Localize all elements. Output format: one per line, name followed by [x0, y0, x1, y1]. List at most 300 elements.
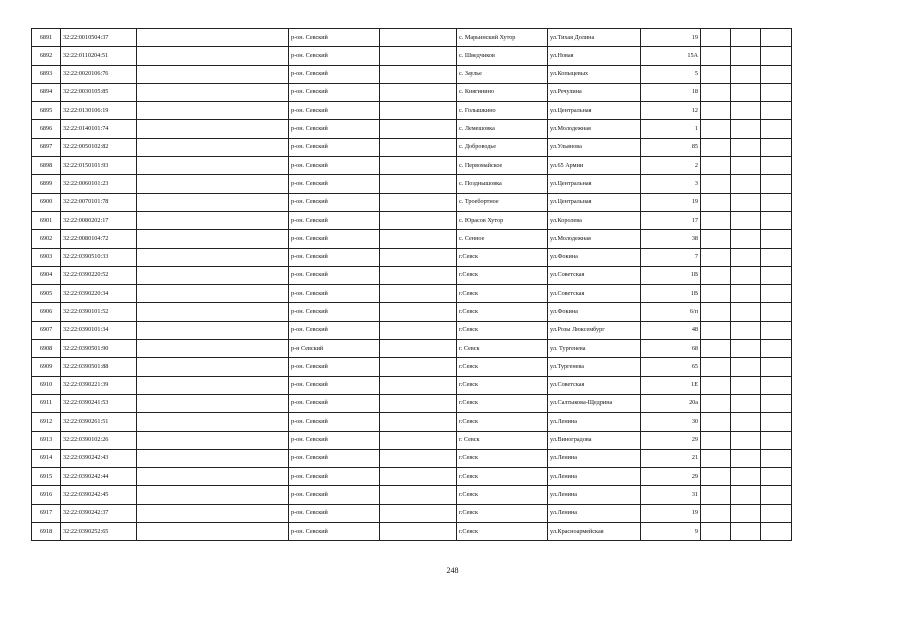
empty-cell — [701, 376, 731, 394]
empty-cell — [701, 504, 731, 522]
house-number-cell: 1 — [641, 120, 701, 138]
empty-cell — [137, 413, 289, 431]
empty-cell — [380, 486, 457, 504]
district-cell: р-он. Севский — [289, 83, 380, 101]
empty-cell — [701, 211, 731, 229]
empty-cell — [761, 486, 792, 504]
empty-cell — [731, 157, 761, 175]
district-cell: р-он. Севский — [289, 358, 380, 376]
table-row — [32, 102, 792, 120]
settlement-cell: с. Юрасов Хутор — [457, 211, 548, 229]
cadastral-number-cell: 32:22:0390252:65 — [61, 523, 137, 541]
empty-cell — [761, 266, 792, 284]
street-cell: ул.65 Армии — [548, 157, 641, 175]
table-row — [32, 358, 792, 376]
empty-cell — [701, 138, 731, 156]
empty-cell — [761, 394, 792, 412]
row-number-cell: 6900 — [32, 193, 61, 211]
row-number-cell: 6916 — [32, 486, 61, 504]
row-number-cell: 6910 — [32, 376, 61, 394]
empty-cell — [731, 486, 761, 504]
settlement-cell: с. Троебортное — [457, 193, 548, 211]
cadastral-number-cell: 32:22:0390102:26 — [61, 431, 137, 449]
house-number-cell: 15А — [641, 47, 701, 65]
empty-cell — [380, 413, 457, 431]
street-cell: ул.Ленина — [548, 413, 641, 431]
cadastral-number-cell: 32:22:0390101:52 — [61, 303, 137, 321]
table-row — [32, 29, 792, 47]
house-number-cell: 3 — [641, 175, 701, 193]
street-cell: ул.Фокина — [548, 303, 641, 321]
empty-cell — [137, 321, 289, 339]
house-number-cell: 6/п — [641, 303, 701, 321]
district-cell: р-он. Севский — [289, 157, 380, 175]
empty-cell — [761, 468, 792, 486]
row-number-cell: 6913 — [32, 431, 61, 449]
street-cell: ул.Ленина — [548, 504, 641, 522]
table-row — [32, 266, 792, 284]
empty-cell — [137, 193, 289, 211]
empty-cell — [731, 138, 761, 156]
table-row — [32, 175, 792, 193]
empty-cell — [731, 413, 761, 431]
table-row — [32, 157, 792, 175]
empty-cell — [731, 340, 761, 358]
empty-cell — [701, 29, 731, 47]
settlement-cell: с. Голышкино — [457, 102, 548, 120]
empty-cell — [701, 47, 731, 65]
row-number-cell: 6908 — [32, 340, 61, 358]
district-cell: р-он. Севский — [289, 29, 380, 47]
district-cell: р-он. Севский — [289, 303, 380, 321]
empty-cell — [137, 29, 289, 47]
property-register-table — [31, 28, 792, 541]
empty-cell — [137, 303, 289, 321]
street-cell: ул.Молодежная — [548, 230, 641, 248]
district-cell: р-он. Севский — [289, 211, 380, 229]
table-row — [32, 340, 792, 358]
row-number-cell: 6901 — [32, 211, 61, 229]
empty-cell — [761, 47, 792, 65]
empty-cell — [380, 157, 457, 175]
table-row — [32, 303, 792, 321]
empty-cell — [761, 175, 792, 193]
empty-cell — [731, 211, 761, 229]
empty-cell — [137, 175, 289, 193]
settlement-cell: с. Заулье — [457, 65, 548, 83]
settlement-cell: с. Сенное — [457, 230, 548, 248]
empty-cell — [731, 321, 761, 339]
empty-cell — [137, 248, 289, 266]
house-number-cell: 30 — [641, 413, 701, 431]
empty-cell — [701, 449, 731, 467]
house-number-cell: 68 — [641, 340, 701, 358]
cadastral-number-cell: 32:22:0390261:51 — [61, 413, 137, 431]
cadastral-number-cell: 32:22:0110204:51 — [61, 47, 137, 65]
row-number-cell: 6894 — [32, 83, 61, 101]
empty-cell — [731, 376, 761, 394]
empty-cell — [137, 376, 289, 394]
table-row — [32, 120, 792, 138]
empty-cell — [761, 102, 792, 120]
empty-cell — [137, 120, 289, 138]
empty-cell — [380, 175, 457, 193]
empty-cell — [761, 248, 792, 266]
house-number-cell: 48 — [641, 321, 701, 339]
district-cell: р-он. Севский — [289, 266, 380, 284]
empty-cell — [701, 358, 731, 376]
settlement-cell: с. Шведчиков — [457, 47, 548, 65]
empty-cell — [731, 468, 761, 486]
settlement-cell: г.Севск — [457, 321, 548, 339]
house-number-cell: 12 — [641, 102, 701, 120]
table-row — [32, 504, 792, 522]
empty-cell — [761, 211, 792, 229]
empty-cell — [761, 376, 792, 394]
district-cell: р-он. Севский — [289, 376, 380, 394]
empty-cell — [380, 285, 457, 303]
row-number-cell: 6898 — [32, 157, 61, 175]
empty-cell — [731, 175, 761, 193]
table-row — [32, 468, 792, 486]
empty-cell — [380, 376, 457, 394]
empty-cell — [701, 175, 731, 193]
empty-cell — [380, 321, 457, 339]
cadastral-number-cell: 32:22:0390101:34 — [61, 321, 137, 339]
empty-cell — [761, 230, 792, 248]
district-cell: р-он. Севский — [289, 486, 380, 504]
settlement-cell: г.Севск — [457, 303, 548, 321]
settlement-cell: г.Севск — [457, 449, 548, 467]
empty-cell — [701, 340, 731, 358]
empty-cell — [137, 83, 289, 101]
cadastral-number-cell: 32:22:0390501:88 — [61, 358, 137, 376]
settlement-cell: г.Севск — [457, 358, 548, 376]
table-row — [32, 431, 792, 449]
empty-cell — [380, 29, 457, 47]
empty-cell — [380, 504, 457, 522]
empty-cell — [380, 248, 457, 266]
cadastral-number-cell: 32:22:0140101:74 — [61, 120, 137, 138]
settlement-cell: г.Севск — [457, 248, 548, 266]
house-number-cell: 21 — [641, 449, 701, 467]
row-number-cell: 6914 — [32, 449, 61, 467]
cadastral-number-cell: 32:22:0060101:23 — [61, 175, 137, 193]
district-cell: р-он. Севский — [289, 65, 380, 83]
cadastral-number-cell: 32:22:0390242:37 — [61, 504, 137, 522]
table-row — [32, 83, 792, 101]
cadastral-number-cell: 32:22:0390501:90 — [61, 340, 137, 358]
empty-cell — [701, 523, 731, 541]
empty-cell — [137, 65, 289, 83]
empty-cell — [731, 394, 761, 412]
table-body — [32, 29, 792, 541]
street-cell: ул.Молодежная — [548, 120, 641, 138]
empty-cell — [761, 358, 792, 376]
empty-cell — [701, 65, 731, 83]
empty-cell — [731, 303, 761, 321]
street-cell: ул.Центральная — [548, 175, 641, 193]
street-cell: ул.Центральная — [548, 193, 641, 211]
empty-cell — [701, 431, 731, 449]
empty-cell — [701, 266, 731, 284]
empty-cell — [137, 157, 289, 175]
street-cell: ул.Красноармейская — [548, 523, 641, 541]
cadastral-number-cell: 32:22:0390241:53 — [61, 394, 137, 412]
row-number-cell: 6917 — [32, 504, 61, 522]
table-row — [32, 486, 792, 504]
house-number-cell: 85 — [641, 138, 701, 156]
cadastral-number-cell: 32:22:0030105:85 — [61, 83, 137, 101]
street-cell: ул.Ленина — [548, 486, 641, 504]
empty-cell — [137, 431, 289, 449]
house-number-cell: 5 — [641, 65, 701, 83]
empty-cell — [731, 358, 761, 376]
row-number-cell: 6905 — [32, 285, 61, 303]
empty-cell — [761, 138, 792, 156]
table-row — [32, 394, 792, 412]
table-row — [32, 230, 792, 248]
settlement-cell: с. Доброводье — [457, 138, 548, 156]
empty-cell — [701, 321, 731, 339]
settlement-cell: с. Княгинино — [457, 83, 548, 101]
house-number-cell: 19 — [641, 29, 701, 47]
district-cell: р-он. Севский — [289, 413, 380, 431]
settlement-cell: г.Севск — [457, 413, 548, 431]
row-number-cell: 6904 — [32, 266, 61, 284]
settlement-cell: г. Севск — [457, 431, 548, 449]
empty-cell — [701, 285, 731, 303]
empty-cell — [380, 230, 457, 248]
empty-cell — [761, 29, 792, 47]
settlement-cell: г.Севск — [457, 394, 548, 412]
house-number-cell: 65 — [641, 358, 701, 376]
empty-cell — [731, 83, 761, 101]
empty-cell — [731, 504, 761, 522]
empty-cell — [761, 340, 792, 358]
empty-cell — [731, 102, 761, 120]
row-number-cell: 6903 — [32, 248, 61, 266]
settlement-cell: г.Севск — [457, 468, 548, 486]
empty-cell — [137, 230, 289, 248]
street-cell: ул.Салтыкова-Щедрина — [548, 394, 641, 412]
empty-cell — [137, 504, 289, 522]
empty-cell — [731, 449, 761, 467]
table-row — [32, 321, 792, 339]
street-cell: ул.Ленина — [548, 449, 641, 467]
table-row — [32, 211, 792, 229]
empty-cell — [761, 285, 792, 303]
empty-cell — [137, 486, 289, 504]
district-cell: р-он. Севский — [289, 285, 380, 303]
empty-cell — [137, 523, 289, 541]
empty-cell — [137, 285, 289, 303]
settlement-cell: г.Севск — [457, 504, 548, 522]
cadastral-number-cell: 32:22:0010504:37 — [61, 29, 137, 47]
cadastral-number-cell: 32:22:0390221:39 — [61, 376, 137, 394]
house-number-cell: 19 — [641, 193, 701, 211]
empty-cell — [701, 413, 731, 431]
empty-cell — [380, 193, 457, 211]
empty-cell — [761, 65, 792, 83]
empty-cell — [731, 29, 761, 47]
empty-cell — [380, 394, 457, 412]
house-number-cell: 17 — [641, 211, 701, 229]
house-number-cell: 29 — [641, 431, 701, 449]
page-number: 248 — [446, 566, 459, 575]
row-number-cell: 6912 — [32, 413, 61, 431]
district-cell: р-он. Севский — [289, 175, 380, 193]
empty-cell — [761, 431, 792, 449]
cadastral-number-cell: 32:22:0150101:93 — [61, 157, 137, 175]
row-number-cell: 6892 — [32, 47, 61, 65]
empty-cell — [701, 394, 731, 412]
table-row — [32, 449, 792, 467]
empty-cell — [731, 47, 761, 65]
table-row — [32, 285, 792, 303]
empty-cell — [701, 157, 731, 175]
table-row — [32, 413, 792, 431]
cadastral-number-cell: 32:22:0390220:52 — [61, 266, 137, 284]
empty-cell — [137, 394, 289, 412]
district-cell: р-он. Севский — [289, 449, 380, 467]
settlement-cell: г.Севск — [457, 266, 548, 284]
empty-cell — [137, 266, 289, 284]
empty-cell — [380, 102, 457, 120]
empty-cell — [701, 83, 731, 101]
empty-cell — [137, 138, 289, 156]
street-cell: ул.Ленина — [548, 468, 641, 486]
district-cell: р-н Севский — [289, 340, 380, 358]
empty-cell — [701, 193, 731, 211]
empty-cell — [731, 248, 761, 266]
row-number-cell: 6906 — [32, 303, 61, 321]
row-number-cell: 6911 — [32, 394, 61, 412]
district-cell: р-он. Севский — [289, 431, 380, 449]
table-row — [32, 376, 792, 394]
row-number-cell: 6902 — [32, 230, 61, 248]
row-number-cell: 6909 — [32, 358, 61, 376]
district-cell: р-он. Севский — [289, 248, 380, 266]
cadastral-number-cell: 32:22:0080202:17 — [61, 211, 137, 229]
house-number-cell: 1В — [641, 266, 701, 284]
settlement-cell: г.Севск — [457, 376, 548, 394]
row-number-cell: 6896 — [32, 120, 61, 138]
empty-cell — [761, 157, 792, 175]
street-cell: ул.Новая — [548, 47, 641, 65]
street-cell: ул. Тургенева — [548, 340, 641, 358]
house-number-cell: 38 — [641, 230, 701, 248]
empty-cell — [137, 449, 289, 467]
empty-cell — [761, 413, 792, 431]
empty-cell — [380, 468, 457, 486]
district-cell: р-он. Севский — [289, 394, 380, 412]
cadastral-number-cell: 32:22:0050102:82 — [61, 138, 137, 156]
house-number-cell: 29 — [641, 468, 701, 486]
empty-cell — [380, 120, 457, 138]
empty-cell — [380, 303, 457, 321]
empty-cell — [701, 102, 731, 120]
empty-cell — [380, 340, 457, 358]
empty-cell — [701, 303, 731, 321]
table-row — [32, 193, 792, 211]
house-number-cell: 19 — [641, 504, 701, 522]
cadastral-number-cell: 32:22:0390510:33 — [61, 248, 137, 266]
empty-cell — [701, 486, 731, 504]
empty-cell — [761, 83, 792, 101]
table-row — [32, 138, 792, 156]
empty-cell — [731, 120, 761, 138]
empty-cell — [731, 285, 761, 303]
empty-cell — [380, 65, 457, 83]
house-number-cell: 31 — [641, 486, 701, 504]
house-number-cell: 7 — [641, 248, 701, 266]
empty-cell — [380, 47, 457, 65]
empty-cell — [137, 102, 289, 120]
empty-cell — [380, 449, 457, 467]
empty-cell — [137, 211, 289, 229]
cadastral-number-cell: 32:22:0070101:78 — [61, 193, 137, 211]
street-cell: ул.Советская — [548, 266, 641, 284]
house-number-cell: 20а — [641, 394, 701, 412]
empty-cell — [380, 523, 457, 541]
empty-cell — [761, 120, 792, 138]
empty-cell — [701, 248, 731, 266]
district-cell: р-он. Севский — [289, 523, 380, 541]
empty-cell — [380, 358, 457, 376]
empty-cell — [137, 47, 289, 65]
house-number-cell: 18 — [641, 83, 701, 101]
settlement-cell: г.Севск — [457, 523, 548, 541]
street-cell: ул.Фокина — [548, 248, 641, 266]
empty-cell — [761, 193, 792, 211]
street-cell: ул.Советская — [548, 285, 641, 303]
cadastral-number-cell: 32:22:0130106:19 — [61, 102, 137, 120]
empty-cell — [731, 65, 761, 83]
empty-cell — [701, 120, 731, 138]
row-number-cell: 6915 — [32, 468, 61, 486]
row-number-cell: 6897 — [32, 138, 61, 156]
district-cell: р-он. Севский — [289, 193, 380, 211]
street-cell: ул.Тургенева — [548, 358, 641, 376]
district-cell: р-он. Севский — [289, 321, 380, 339]
street-cell: ул.Розы Люксембург — [548, 321, 641, 339]
district-cell: р-он. Севский — [289, 504, 380, 522]
settlement-cell: с. Первомайское — [457, 157, 548, 175]
cadastral-number-cell: 32:22:0390242:43 — [61, 449, 137, 467]
empty-cell — [731, 266, 761, 284]
empty-cell — [137, 358, 289, 376]
district-cell: р-он. Севский — [289, 138, 380, 156]
settlement-cell: г.Севск — [457, 486, 548, 504]
district-cell: р-он. Севский — [289, 120, 380, 138]
table-row — [32, 65, 792, 83]
empty-cell — [731, 230, 761, 248]
house-number-cell: 1В — [641, 285, 701, 303]
empty-cell — [731, 193, 761, 211]
street-cell: ул.Королева — [548, 211, 641, 229]
cadastral-number-cell: 32:22:0080104:72 — [61, 230, 137, 248]
empty-cell — [731, 523, 761, 541]
empty-cell — [380, 431, 457, 449]
row-number-cell: 6895 — [32, 102, 61, 120]
house-number-cell: 2 — [641, 157, 701, 175]
empty-cell — [380, 266, 457, 284]
table-row — [32, 248, 792, 266]
settlement-cell: с. Позднышовка — [457, 175, 548, 193]
street-cell: ул.Речулина — [548, 83, 641, 101]
row-number-cell: 6907 — [32, 321, 61, 339]
